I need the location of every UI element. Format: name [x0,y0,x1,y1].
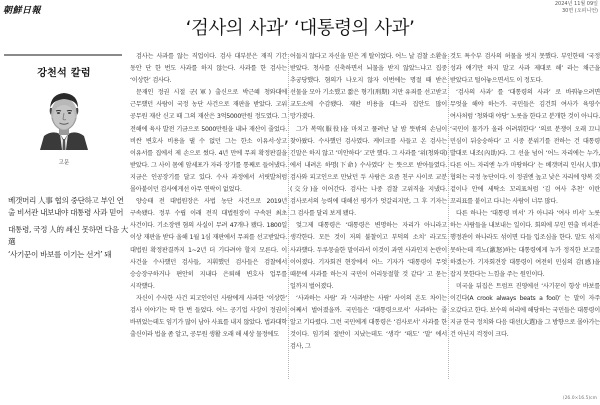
paragraph: 양승태 전 대법원장은 사법 농단 사건으로 2019년 구속됐다. 정부 수립 이래 전직 대법원장이 구속된 최초 사건이다. 기소장엔 혐의 사실이 무려 47개나 됐다. 1800일 이상 재판을 받다 올해 1월 1심 재판에서 무죄를 선고받았다. 대법원 확정판결까지 1~2년 더 기다려야 할지 모른다. 이 사건을 수사했던 검사들, 지휘했던 검사들은 검찰에서 승승장구하거나 편안히 지내다 은퇴해 변호사 업무를 시작했다. [130,198,287,290]
column-divider [448,54,449,379]
author-title: 고문 [58,160,70,166]
paragraph: 미국을 뒤집은 트럼프 진영에선 ‘사기꾼이 항상 바보를 이긴다(A crook always beats a fool)’ 는 말이 자주 오갔다고 한다. 보수의 허리에 해당하는 국민들은 대통령이 지금 한국 정치와 다음 대선(大選)을 그 방향으로 몰아가는 건 아닌지 걱정이 크다. [450,282,600,339]
subheadline: ‘사기꾼이 바보를 이기는 선거’ 돼 [8,249,112,259]
paragraph: 어둡지 않다고 자신을 믿은 게 탈이었다. 어느 날 검찰 소환을 받았다. 청사를 신축하면서 뇌물을 받지 않았느냐고 집중 추궁당했다. 혐의가 나오지 않자 이번에는 명절 때 받은 선물을 모아 기소했고 짧은 형기(刑期) 지만 유죄를 선고받고 교도소에 수감됐다. 재판 비용을 대느라 집안도 많이 망가졌다. [290,53,447,121]
paragraph: ‘사과하는 사람’ 과 ‘사과받는 사람’ 사이의 온도 차이는 어째서 벌어졌을까. 국민들은 ‘대통령으로서’ 사과하는 줄 알고 기다렸다. 그런 국민에게 대통령은 ‘검사로서’ 사과를 한 것이다. 임기의 절반이 지났는데도 ‘생각’ ‘태도’ ‘말’ 에서 검사, 그 [290,294,447,351]
column-name: 강천석 칼럼 [37,68,91,79]
paragraph: 것도 특수부 검사의 허물을 벗지 못했다. 부인한테 ‘국정 성과 얘기만 하지 말고 사과 제대로 해’ 라는 채근을 받았다고 털어놓으면서도 이 정도다. [450,53,600,85]
newspaper-masthead: 朝鮮日報 [3,6,42,16]
sidebar-top-rule [4,54,122,56]
paragraph: 그가 복역(服役)을 마치고 풀려난 날 밤 뜻밖의 손님이 찾아왔다. 수사했던 검사였다. 케이크를 사들고 온 검사는 긴말은 하지 않고 ‘미안하다’ 고만 했다. 그 사과를 ‘위(청와대)에서 내려온 하명(下命) 수사였다’ 는 뜻으로 받아들였다. 검사와 피고인으로 만났던 두 사람은 요즘 친구 사이로 교분(交分)을 이어간다. 검사는 나중 검찰 고위직을 지냈다. 검사로서의 능력에 대해선 평가가 엇갈리지만, 그 후 기자는 그 검사를 달리 보게 됐다. [290,125,447,218]
paragraph: 다른 하나는 ‘대통령 비서’ 가 아니라 ‘여사 비서’ 노릇 하는 사람들을 내보내는 일이다. 회의에 부인 연출 비서관·행정관이 하나라도 섞이면 다들 입조심을 한다. 말도 섞지 못하는데 격노(激怒)하는 대통령에게 누가 정직한 보고를 하겠는가. 기자회견장 대통령이 여전히 민심의 감(感)을 잡지 못한다는 느낌을 주는 원인이다. [450,210,600,278]
subheadline: 베갯머리 人事 협의 중단하고 부인 연출 비서관 내보내야 대통령 사과 믿어 [8,196,124,218]
publish-date: 2024년 11월 09일 [554,1,598,7]
paragraph: 검사는 사과를 않는 직업이다. 검사 대부분은 재직 기간 동안 단 한 번도 사과를 하지 않는다. 사과를 한 검사는 ‘이상한’ 검사다. [130,53,287,85]
article-column-3 [450,51,600,341]
subheadlines [8,195,128,265]
paragraph: 문재인 정권 시절 군(軍) 출신으로 박근혜 청와대에 근무했던 사람이 국정 농단 사건으로 재판을 받았다. 고위 공무원 재산 신고 때 그의 재산은 3억5000만원 정도였다. 그 전해에 육사 발전 기금으로 5000만원을 내놔 재산이 줄었다. 비싼 변호사 비용을 댈 수 없던 그는 한소 이유서·상고 이유서를 집에서 제 손으로 썼다. 4년 만에 무죄 확정판결을 받았다. 그 사이 몸에 암세포가 자라 장기를 통째로 들어냈다. 지금은 인공장기를 달고 있다. 수사 과정에서 서릿발처럼 몰아붙이던 검사에게선 아무 연락이 없었다. [130,89,287,194]
column-sidebar [0,54,128,405]
paragraph: 엊그제 대통령은 ‘대통령은 변명하는 자리가 아니라고 생각한다. 모든 것이 저의 불찰이고 부덕의 소치’ 라고도 사과했다. 두루뭉술한 말이라서 이것이 과연 사과인지 논란이 이어졌다. 기자회견 현장에서 어느 기자가 ‘대통령이 무엇 때문에 사과를 하는지 국민이 어리둥절할 것 같다’ 고 묻는 일까지 벌어졌다. [290,222,447,290]
paragraph: 자신이 수사한 사건 피고인이던 사람에게 사과한 ‘이상한’ 검사 이야기는 딱 한 번 들었다. 어느 공기업 사장이 정권이 바뀌었는데도 임기가 많이 남아 사표를 내지 않았다. 법과대학 출신이라 법을 좀 알고, 공무원 생활 오래 해 세상 물정에도 [130,294,287,339]
article-column-1 [130,51,287,341]
article-body [130,51,600,381]
columnist-portrait [38,84,90,150]
article-column-2 [290,51,447,353]
column-divider [288,54,289,379]
dateline [555,1,598,14]
article-size-note: (26.0×16.5)cm [562,396,597,401]
paragraph: ‘검사의 사과’ 를 ‘대통령의 사과’ 로 바꿔놓으려면 무엇을 해야 하는가. 국민들은 김건희 여사가 육영수 여사처럼 ‘청와대 야당’ 노릇을 한다고 분개한 것이 아니다. ‘국민이 물가가 올라 어려워한다’ ‘의료 분쟁이 오래 끄니 민심이 뒤숭숭하다’ 고 시중 분위기를 전하는 건 대통령 발대로 내조(內助)다. 그 선을 넘어 ‘어느 자리에는 누가, 다른 어느 자리엔 누가 마땅하다’ 는 베갯머리 인사(人事) 협의는 국정 농단이다. 이 정권엔 높고 낮은 자리에 양복 깃 겉이나 안에 세탁소 꼬리표처럼 ‘김 여사 추천’ 이란 꼬리표를 붙이고 다니는 사람이 너무 많다. [450,89,600,206]
page-section: 30면 (오피니언) [561,7,598,14]
subheadline: 대통령, 국정 人的 쇄신 못하면 다음 大選 [8,224,129,247]
portrait-image-icon [38,84,90,150]
page-title: ‘검사의 사과’ ‘대통령의 사과’ [185,18,415,39]
